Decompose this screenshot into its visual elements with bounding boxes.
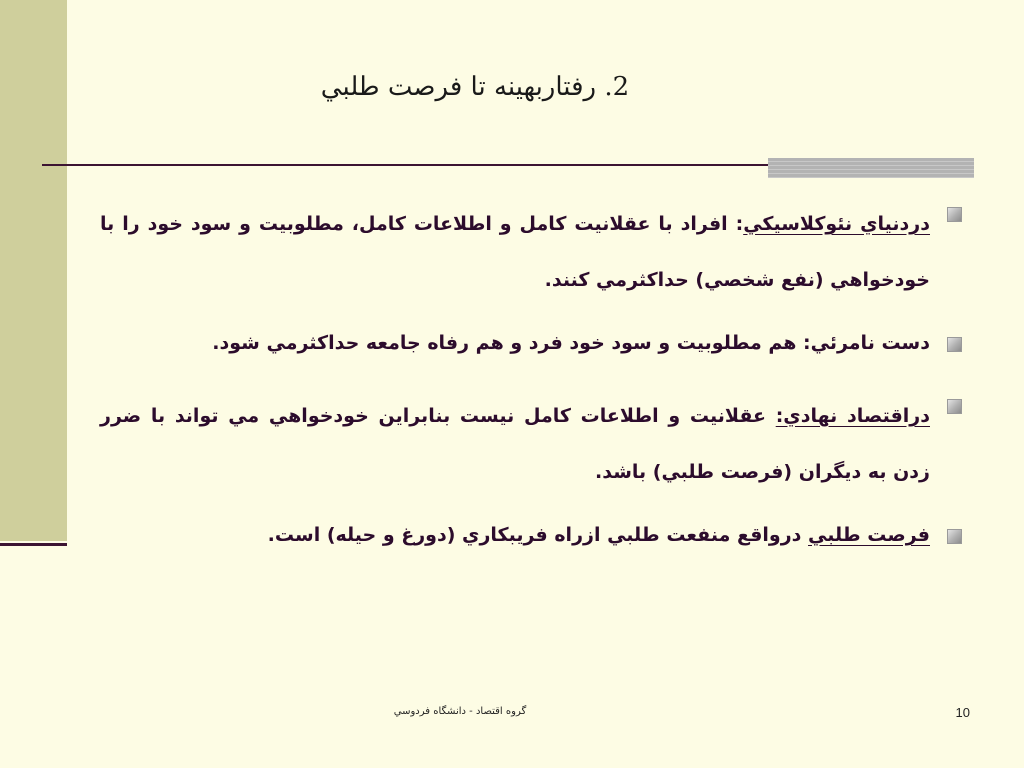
left-decorative-band (0, 0, 67, 541)
bullet-text: درواقع منفعت طلبي ازراه فريبكاري (دورغ و حيله) است. (267, 524, 809, 546)
bullet-lead-text: دردنياي نئوكلاسيكي (743, 213, 930, 235)
bullet-lead-text: دراقتصاد نهادي: (775, 405, 930, 427)
bullet-list (100, 196, 966, 580)
bullet-text: عقلانيت و اطلاعات كامل نيست بنابراين خودخواهي مي تواند با ضرر زدن به ديگران (فرصت طلبي) باشد. (100, 405, 930, 483)
page-number: 10 (955, 705, 970, 720)
bullet-item (100, 520, 966, 550)
square-bullet-icon (947, 207, 962, 222)
bullet-text: دست نامرئي: هم مطلوبيت و سود خود فرد و هم رفاه جامعه حداكثرمي شود. (212, 332, 930, 354)
slide-title: 2. رفتاربهينه تا فرصت طلبي (320, 72, 630, 102)
footer-text: گروه اقتصاد - دانشگاه فردوسي (393, 706, 527, 717)
bullet-lead-text: فرصت طلبي (808, 524, 930, 546)
bullet-item (100, 328, 966, 358)
bullet-item (100, 196, 966, 308)
bullet-text: : افراد با عقلانيت كامل و اطلاعات كامل، مطلوبيت و سود خود را با خودخواهي (نفع شخصي) حداكثرمي كنند. (100, 213, 930, 291)
title-accent-bar (768, 158, 974, 178)
square-bullet-icon (947, 337, 962, 352)
bullet-item (100, 388, 966, 500)
square-bullet-icon (947, 529, 962, 544)
square-bullet-icon (947, 399, 962, 414)
left-band-rule (0, 543, 67, 546)
